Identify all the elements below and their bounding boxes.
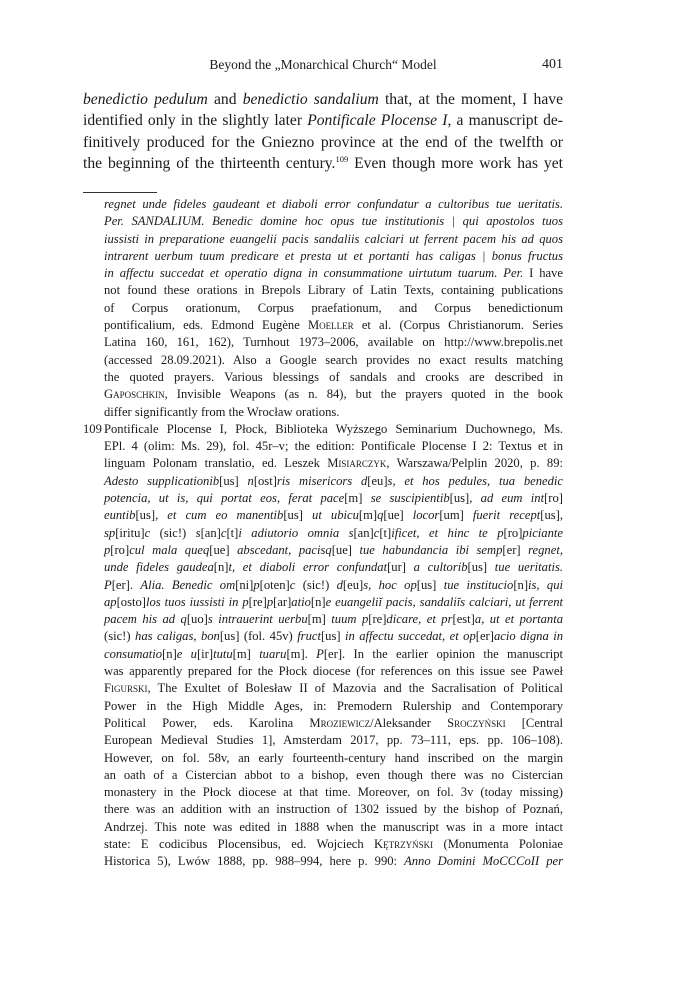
italic-text: in affectu succedat, et op	[345, 629, 476, 644]
text-run: [oten]	[259, 577, 290, 592]
text-run: [n]	[310, 594, 326, 609]
italic-text: intrarent uerbum tuum predicare et presta ut et portanti has caligas | bonus fructus	[104, 248, 563, 263]
text-run: Pontificale Plocense I, Płock, Biblioteka Wyższego Seminarium Duchownego, Ms.	[104, 421, 563, 436]
text-run: [er]. In the earlier opinion the manuscript	[323, 646, 563, 661]
body-line	[83, 110, 563, 131]
text-run: /Aleksander	[370, 715, 448, 730]
author-name: Kętrzyński	[374, 836, 434, 851]
italic-text: s, hoc op	[363, 577, 417, 592]
text-run: [ue]	[383, 508, 413, 523]
text-run: [an]	[200, 525, 221, 540]
text-run: [Central	[505, 715, 564, 730]
text-run: [eu]	[367, 473, 388, 488]
footnote-line	[104, 853, 563, 870]
text-run: and	[207, 91, 243, 108]
footnote-line	[104, 680, 563, 697]
text-run: [us]	[283, 508, 313, 523]
text-run: Power in the High Middle Ages, in: Premodern Rulership and Contemporary	[104, 698, 563, 713]
italic-text: c	[373, 525, 380, 540]
text-run: [ar]	[273, 594, 292, 609]
italic-text: acio digna in	[493, 629, 563, 644]
italic-text: q	[377, 508, 384, 523]
footnote-line	[104, 231, 563, 248]
text-run: (sic!)	[295, 577, 337, 592]
italic-text: abscedant, pacisq	[237, 542, 332, 557]
italic-text: ificet, et hinc te p	[391, 525, 504, 540]
footnote-line	[104, 819, 563, 836]
italic-text: sp	[104, 525, 116, 540]
italic-text: Anno Domini MoCCCoII per	[404, 854, 563, 869]
footnote-line	[104, 490, 563, 507]
author-name: Misiarczyk	[327, 456, 387, 471]
text-run: [ue]	[331, 542, 360, 557]
text-run: the quoted prayers. Various blessings of sandals and crooks are described in	[104, 369, 563, 384]
text-run: [us],	[135, 508, 168, 523]
italic-text: dicare, et pr	[386, 612, 453, 627]
body-line	[83, 89, 563, 110]
italic-text: Pontificale Plocense I	[307, 112, 448, 130]
text-run: Even though more work has yet	[348, 154, 563, 172]
footnote-line	[104, 438, 563, 455]
italic-text: e u	[176, 646, 197, 661]
footnotes	[83, 196, 563, 871]
footnote-line	[104, 525, 563, 542]
author-name: Mroziewicz	[309, 715, 371, 730]
text-run: Andrzej. This note was edited in 1888 when the manuscript was in a more intact	[104, 819, 563, 834]
text-run: pontificalium, eds. Edmond Eugène	[104, 318, 308, 333]
text-run: Political Power, eds. Karolina	[104, 715, 310, 730]
footnote-line	[104, 455, 563, 472]
author-name: Moeller	[307, 318, 354, 333]
footnote-line	[104, 594, 563, 611]
footnote-line	[104, 767, 563, 784]
text-run: linguam Polonam translatio, ed. Leszek	[104, 456, 328, 471]
italic-text: tue institucio	[443, 577, 514, 592]
text-run: [er]	[502, 542, 529, 557]
text-run: [er].	[111, 577, 141, 592]
text-run: [ur]	[387, 560, 414, 575]
text-run: the beginning of the thirteenth century.	[83, 154, 336, 172]
text-run: [us] (fol. 45v)	[219, 629, 298, 644]
italic-text: is, qui	[528, 577, 564, 592]
text-run: [m]	[232, 646, 260, 661]
italic-text: ad eum int	[480, 491, 545, 506]
text-run: Latina 160, 161, 162), Turnhout 1973–2006, available on http://www.brepolis.net	[104, 335, 563, 350]
footnote-line	[104, 542, 563, 559]
italic-text: se suscipientib	[370, 491, 450, 506]
footnote-line	[104, 559, 563, 576]
text-run: [re]	[248, 594, 267, 609]
text-run: [an]	[353, 525, 374, 540]
text-run: [us]	[467, 560, 495, 575]
text-run: monastery in the Płock diocese at that time. Moreover, on fol. 3v (today missing)	[104, 785, 563, 800]
text-run: , Invisible Weapons (as n. 84), but the prayers quoted in the book	[164, 387, 563, 402]
italic-text: atio	[291, 594, 311, 609]
text-run: , Warszawa/Pelplin 2020, p. 89:	[386, 456, 563, 471]
footnote-line	[104, 213, 563, 230]
italic-text: s intrauerint uerbu	[207, 612, 308, 627]
text-run: , The Exultet of Bolesław II of Mazovia and the Sacralisation of Political	[147, 681, 563, 696]
text-run: (sic!)	[104, 629, 136, 644]
text-run: of Corpus orationum, Corpus praefationum, and Corpus benedictionum	[104, 300, 563, 315]
italic-text: iussisti in preparatione euangelii pacis sandaliis calciari ut ferrent pacem his ad quos	[104, 231, 563, 246]
footnote-line	[104, 404, 563, 421]
footnote-line	[104, 352, 563, 369]
italic-text: c	[289, 577, 296, 592]
italic-text: Adesto supplicationib	[104, 473, 220, 488]
body-line	[83, 153, 563, 174]
text-run: differ significantly from the Wrocław orations.	[104, 404, 340, 419]
text-run: (Monumenta Poloniae	[433, 836, 563, 851]
italic-text: in affectu succedat et operatio digna in consummatione uirtutum tuarum. Per.	[104, 266, 524, 281]
text-run: there was an addition with an instruction of 1302 issued by the bishop of Poznań,	[104, 802, 563, 817]
italic-text: n	[247, 473, 254, 488]
text-run: (accessed 28.09.2021). Also a Google search provides no exact results matching	[104, 352, 563, 367]
italic-text: has caligas, bon	[135, 629, 220, 644]
italic-text: tue habundancia ibi semp	[359, 542, 503, 557]
footnote-line	[104, 317, 563, 334]
text-run: [t]	[226, 525, 239, 540]
text-run: not found these orations in Brepols Library of Latin Texts, containing publications	[104, 283, 563, 298]
italic-text: ut ubicu	[312, 508, 359, 523]
text-run: European Medieval Studies 1], Amsterdam 2017, pp. 73–111, eps. pp. 106–108).	[104, 733, 563, 748]
italic-text: e euangeliĭ pacis, sandaliĭs calciari, ut ferrent	[325, 594, 563, 609]
text-run: [um]	[439, 508, 473, 523]
text-run: [us]	[416, 577, 444, 592]
italic-text: regnet,	[528, 542, 563, 557]
footnote-number: 109	[83, 421, 102, 436]
text-run: [us],	[540, 508, 563, 523]
italic-text: unde fideles gaudea	[104, 560, 214, 575]
text-run: [est]	[452, 612, 475, 627]
author-name: Sroczyński	[447, 715, 506, 730]
text-run: However, on fol. 58v, an early fourteenth-century hand inscribed on the margin	[104, 750, 563, 765]
italic-text: c	[220, 525, 227, 540]
footnote-line	[104, 732, 563, 749]
italic-text: i adiutorio omnia s	[238, 525, 354, 540]
footnote-line	[104, 369, 563, 386]
text-run: [ue]	[209, 542, 238, 557]
text-run: [ro]	[503, 525, 523, 540]
italic-text: los tuos iussisti in p	[145, 594, 249, 609]
italic-text: regnet unde fideles gaudeant et diaboli error confundatur a cultoribus tue ueritatis.	[104, 197, 563, 211]
italic-text: locor	[412, 508, 440, 523]
footnote-line	[104, 421, 563, 438]
italic-text: consumatio	[104, 646, 163, 661]
text-run: [uo]	[186, 612, 208, 627]
footnote-line	[104, 334, 563, 351]
italic-text: s	[195, 525, 201, 540]
text-run: was apparently prepared for the Płock diocese (for references on this issue see Paweł	[104, 664, 563, 679]
footnote-line	[104, 663, 563, 680]
text-run: EPl. 4 (olim: Ms. 29), fol. 45r–v; the edition: Pontificale Plocense I 2: Textus et in	[104, 439, 563, 454]
body-paragraph	[83, 89, 563, 174]
footnote-line	[104, 646, 563, 663]
footnote-line	[104, 801, 563, 818]
text-run: [er]	[475, 629, 494, 644]
text-run: [us],	[449, 491, 481, 506]
italic-text: tue ueritatis.	[494, 560, 563, 575]
text-run: (sic!)	[150, 525, 196, 540]
text-run: [re]	[368, 612, 387, 627]
text-run: [m]	[307, 612, 332, 627]
footnote-line	[104, 628, 563, 645]
author-name: Figurski	[104, 681, 148, 696]
author-name: Gaposchkin	[104, 387, 165, 402]
italic-text: potencia, ut is, qui portat eos, ferat pace	[104, 491, 345, 506]
footnote-line	[104, 265, 563, 282]
footnote-line	[104, 473, 563, 490]
footnote-line	[104, 750, 563, 767]
text-run: [t]	[379, 525, 392, 540]
text-run: I have	[523, 266, 563, 281]
footnote-line	[104, 248, 563, 265]
running-title: Beyond the „Monarchical Church“ Model	[209, 57, 437, 72]
italic-text: et cum eo manentib	[167, 508, 284, 523]
footnote-line	[104, 836, 563, 853]
footnote-line	[104, 196, 563, 213]
text-run: [m]	[358, 508, 378, 523]
text-run: finitively produced for the Gniezno province at the end of the twelfth or	[83, 133, 563, 151]
text-run: [m].	[286, 646, 317, 661]
text-run: Historica 5), Lwów 1888, pp. 988–994, here p. 990:	[104, 854, 405, 869]
text-run: [n]	[213, 560, 229, 575]
italic-text: tuaru	[259, 646, 287, 661]
text-run: [ir]	[196, 646, 214, 661]
running-head	[83, 57, 563, 77]
body-line	[83, 132, 563, 153]
italic-text: p	[266, 594, 274, 609]
italic-text: P	[316, 646, 324, 661]
italic-text: pacem his ad q	[104, 612, 187, 627]
italic-text: piciante	[522, 525, 563, 540]
footnote-line	[104, 300, 563, 317]
footnote-line	[104, 386, 563, 403]
italic-text: fruct	[297, 629, 321, 644]
page-number: 401	[542, 57, 563, 72]
italic-text: euntib	[104, 508, 136, 523]
text-run: [us]	[320, 629, 346, 644]
italic-text: fuerit recept	[472, 508, 541, 523]
italic-text: c	[144, 525, 151, 540]
footnote-109	[83, 421, 563, 871]
italic-text: cul mala queq	[129, 542, 210, 557]
footnote-continuation	[83, 196, 563, 421]
text-run: that, at the moment, I have	[378, 91, 563, 108]
text-run: [ost]	[253, 473, 277, 488]
italic-text: t, et diaboli error confundat	[228, 560, 388, 575]
text-run: [n]	[513, 577, 529, 592]
italic-text: Per. SANDALIUM. Benedic domine hoc opus tue institutionis | qui apostolos tuos	[104, 214, 563, 229]
text-run: [eu]	[342, 577, 364, 592]
italic-text: a, ut et portanta	[474, 612, 563, 627]
text-run: state: E codicibus Plocensibus, ed. Wojciech	[104, 836, 375, 851]
italic-text: P	[104, 577, 112, 592]
text-run: [ro]	[110, 542, 130, 557]
text-run: an oath of a Cistercian abbot to a bishop, even though there was no Cistercian	[104, 767, 563, 782]
italic-text: ris misericors d	[276, 473, 368, 488]
footnote-line	[104, 611, 563, 628]
italic-text: tutu	[213, 646, 233, 661]
italic-text: tuum p	[331, 612, 369, 627]
italic-text: ap	[104, 594, 117, 609]
footnote-line	[104, 507, 563, 524]
text-run: , a manuscript de-	[447, 112, 563, 130]
italic-text: Alia. Benedic om	[140, 577, 236, 592]
text-run: et al. (Corpus Christianorum. Series	[353, 318, 563, 333]
text-run: identified only in the slightly later	[83, 112, 308, 130]
text-run: [n]	[162, 646, 177, 661]
italic-text: p	[104, 542, 111, 557]
italic-text: p	[253, 577, 260, 592]
text-run: [us]	[219, 473, 248, 488]
italic-text: benedictio pedulum	[83, 91, 208, 108]
footnote-line	[104, 698, 563, 715]
text-run: [ro]	[544, 491, 563, 506]
footnote-line	[104, 784, 563, 801]
footnote-line	[104, 282, 563, 299]
footnote-line	[104, 577, 563, 594]
italic-text: a cultorib	[413, 560, 468, 575]
footnote-reference: 109	[335, 153, 349, 164]
footnote-line	[104, 715, 563, 732]
text-run: [ni]	[235, 577, 254, 592]
italic-text: d	[336, 577, 343, 592]
text-run: [iritu]	[115, 525, 145, 540]
text-run: [osto]	[116, 594, 146, 609]
italic-text: s, et hos pedules, tua benedic	[387, 473, 563, 488]
italic-text: benedictio sandalium	[242, 91, 379, 108]
text-run: [m]	[344, 491, 371, 506]
footnote-separator	[83, 192, 157, 193]
